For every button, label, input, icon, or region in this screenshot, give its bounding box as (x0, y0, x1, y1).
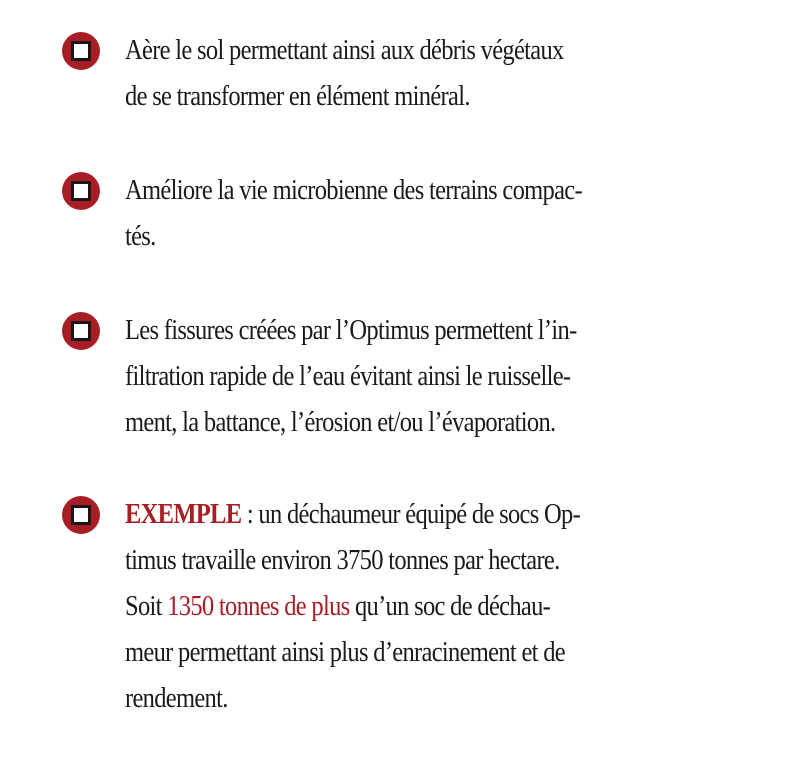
text-line: de se transformer en élément minéral. (125, 81, 470, 112)
text-line: timus travaille environ 3750 tonnes par hectare. (125, 545, 560, 576)
list-item-text (125, 168, 658, 260)
text-line: Les fissures créées par l’Optimus permettent l’in- (125, 315, 577, 346)
text-line: ment, la battance, l’érosion et/ou l’évaporation. (125, 407, 556, 438)
text-line (125, 584, 658, 630)
list-item-text (125, 492, 658, 722)
text-line: rendement. (125, 683, 228, 714)
list-item-text (125, 308, 658, 446)
checkbox-bullet-icon (62, 312, 100, 350)
checkbox-bullet-icon (62, 32, 100, 70)
text-line: Aère le sol permettant ainsi aux débris végétaux (125, 35, 564, 66)
text-segment: Soit (125, 591, 168, 622)
checkbox-bullet-icon (62, 496, 100, 534)
highlight-text: 1350 tonnes de plus (167, 591, 350, 622)
text-segment: qu’un soc de déchau- (349, 591, 551, 622)
example-label: EXEMPLE (125, 499, 242, 530)
text-line (125, 492, 658, 538)
text-line: filtration rapide de l’eau évitant ainsi le ruisselle- (125, 361, 571, 392)
text-line: meur permettant ainsi plus d’enracinement et de (125, 637, 565, 668)
checkbox-bullet-icon (62, 172, 100, 210)
text-line: tés. (125, 221, 156, 252)
list-item-text (125, 28, 658, 120)
text-segment: : un déchaumeur équipé de socs Op- (241, 499, 581, 530)
text-line: Améliore la vie microbienne des terrains compac- (125, 175, 582, 206)
